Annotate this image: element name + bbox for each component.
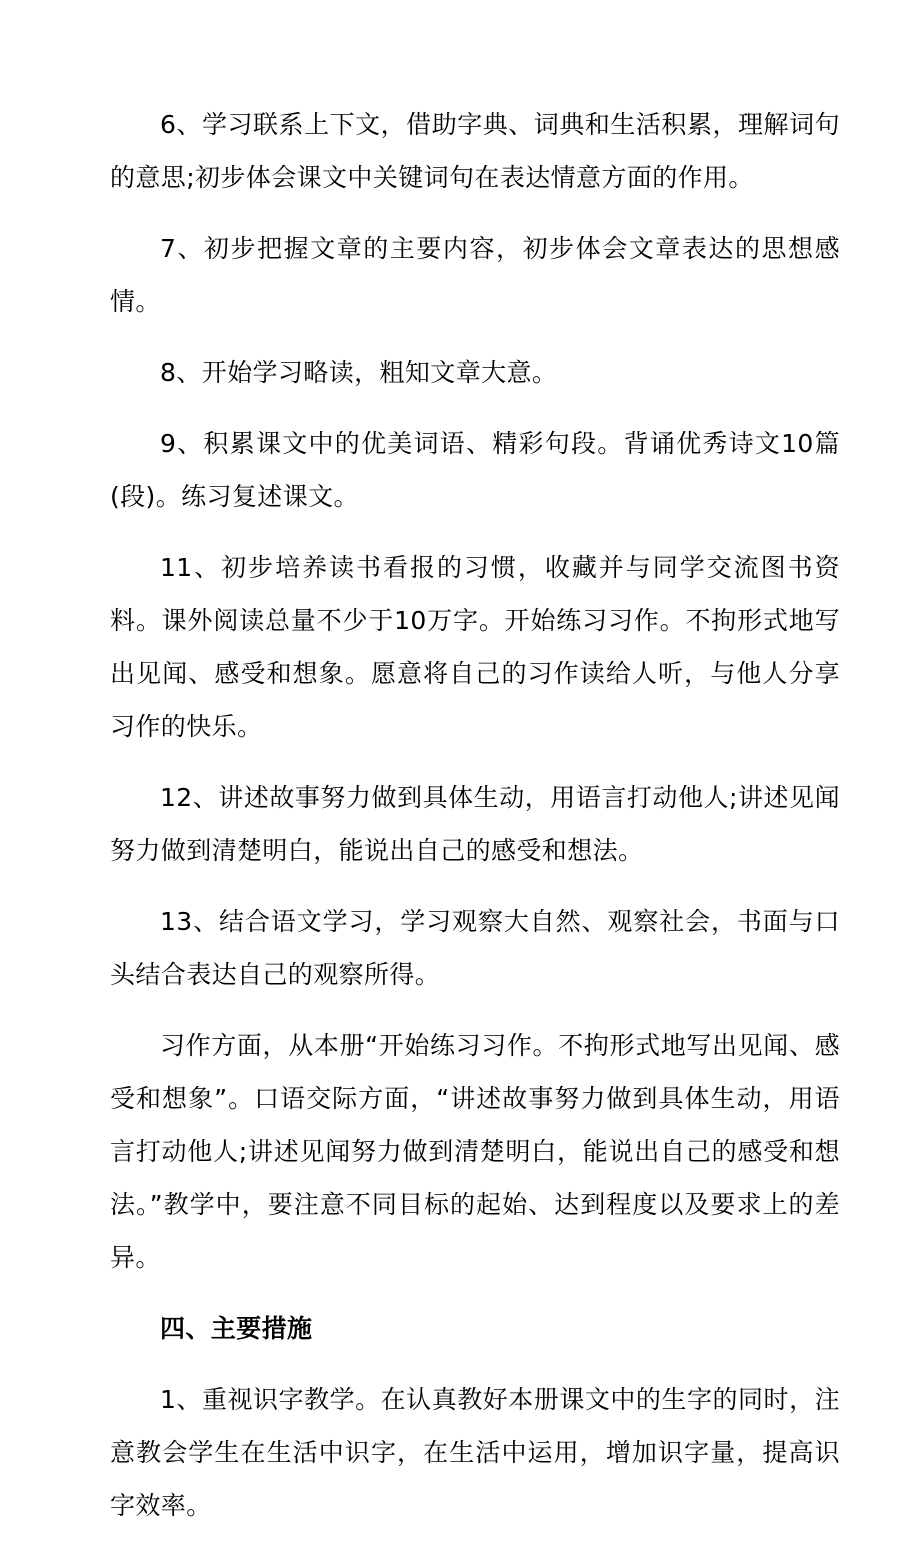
goal-item-12: 12、讲述故事努力做到具体生动，用语言打动他人;讲述见闻努力做到清楚明白，能说出自己的感受和想法。	[110, 783, 840, 865]
goal-item-8: 8、开始学习略读，粗知文章大意。	[160, 358, 558, 387]
goal-item-7: 7、初步把握文章的主要内容，初步体会文章表达的思想感情。	[110, 234, 840, 316]
measure-item-1: 1、重视识字教学。在认真教好本册课文中的生字的同时，注意教会学生在生活中识字，在生活中运用，增加识字量，提高识字效率。	[110, 1385, 840, 1520]
goals-summary-paragraph: 习作方面，从本册“开始练习习作。不拘形式地写出见闻、感受和想象”。口语交际方面，“讲述故事努力做到具体生动，用语言打动他人;讲述见闻努力做到清楚明白，能说出自己的感受和想法。”教学中，要注意不同目标的起始、达到程度以及要求上的差异。	[110, 1031, 840, 1272]
goal-item-11: 11、初步培养读书看报的习惯，收藏并与同学交流图书资料。课外阅读总量不少于10万字。开始练习习作。不拘形式地写出见闻、感受和想象。愿意将自己的习作读给人听，与他人分享习作的快乐。	[110, 553, 840, 741]
goal-item-13: 13、结合语文学习，学习观察大自然、观察社会，书面与口头结合表达自己的观察所得。	[110, 907, 840, 989]
document-body	[110, 98, 840, 1550]
goal-item-9: 9、积累课文中的优美词语、精彩句段。背诵优秀诗文10篇(段)。练习复述课文。	[110, 429, 840, 511]
goal-item-6: 6、学习联系上下文，借助字典、词典和生活积累，理解词句的意思;初步体会课文中关键词句在表达情意方面的作用。	[110, 110, 840, 192]
section-heading: 四、主要措施	[160, 1314, 313, 1343]
